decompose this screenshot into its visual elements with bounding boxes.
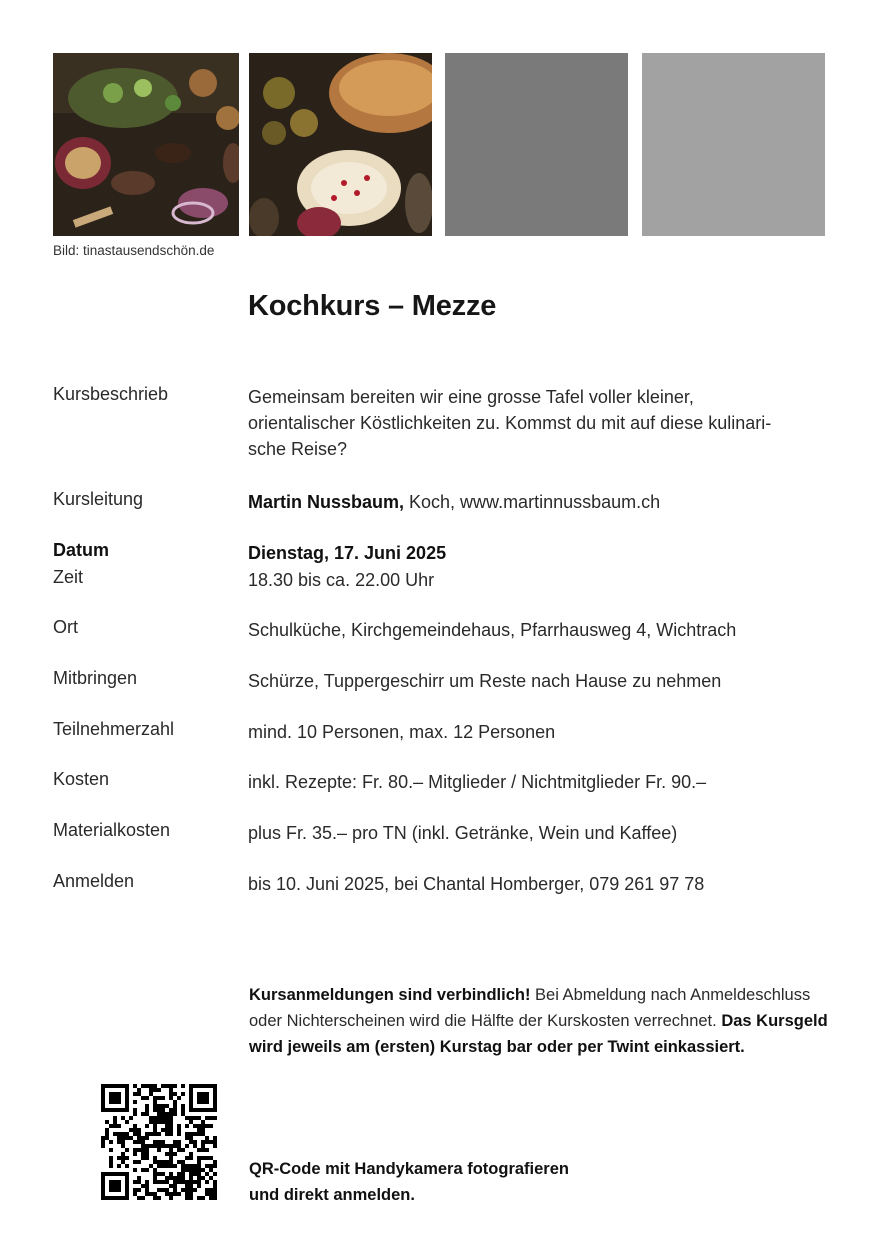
qr-instructions-line-1: QR-Code mit Handykamera fotografieren [249, 1160, 569, 1178]
notice-text: Bei Abmeldung nach Anmeldeschluss oder Nichterscheinen wird die Hälfte der Kurskosten verrechnet. [249, 986, 811, 1030]
gray-image-block-1 [445, 53, 628, 236]
label-mitbringen: Mitbringen [53, 668, 138, 688]
label-kursbeschrieb: Kursbeschrieb [53, 384, 169, 404]
image-credit: Bild: tinastausendschön.de [53, 243, 215, 258]
kursleitung-detail: Koch, www.martinnussbaum.ch [404, 492, 661, 512]
value-zeit: 18.30 bis ca. 22.00 Uhr [248, 570, 435, 590]
label-datum: Datum [53, 540, 110, 560]
kursbeschrieb-line-3: sche Reise? [248, 439, 348, 459]
label-anmelden: Anmelden [53, 871, 135, 891]
registration-notice [249, 982, 839, 1060]
label-zeit: Zeit [53, 567, 84, 587]
value-ort: Schulküche, Kirchgemeindehaus, Pfarrhausweg 4, Wichtrach [248, 620, 737, 640]
qr-instructions-line-2: und direkt anmelden. [249, 1186, 415, 1204]
value-anmelden: bis 10. Juni 2025, bei Chantal Homberger, 079 261 97 78 [248, 874, 705, 894]
notice-bold-tail: Das Kursgeld wird jeweils am (ersten) Kurstag bar oder per Twint einkassiert. [249, 1012, 828, 1056]
kursbeschrieb-line-1: Gemeinsam bereiten wir eine grosse Tafel voller kleiner, [248, 387, 694, 407]
gray-image-block-2 [642, 53, 825, 236]
food-photo-2 [249, 53, 432, 236]
value-teilnehmerzahl: mind. 10 Personen, max. 12 Personen [248, 722, 556, 742]
value-kosten: inkl. Rezepte: Fr. 80.– Mitglieder / Nichtmitglieder Fr. 90.– [248, 772, 707, 792]
kursleitung-name: Martin Nussbaum, [248, 492, 405, 512]
label-ort: Ort [53, 617, 78, 637]
value-kursbeschrieb [248, 384, 828, 462]
label-kursleitung: Kursleitung [53, 489, 144, 509]
qr-code[interactable] [101, 1084, 217, 1200]
label-materialkosten: Materialkosten [53, 820, 171, 840]
value-kursleitung [248, 489, 828, 515]
value-mitbringen: Schürze, Tuppergeschirr um Reste nach Hause zu nehmen [248, 671, 722, 691]
page-title: Kochkurs – Mezze [248, 290, 497, 322]
value-materialkosten: plus Fr. 35.– pro TN (inkl. Getränke, Wein und Kaffee) [248, 823, 678, 843]
label-kosten: Kosten [53, 769, 110, 789]
kursbeschrieb-line-2: orientalischer Köstlichkeiten zu. Kommst du mit auf diese kulinari- [248, 413, 772, 433]
qr-instructions [249, 1156, 569, 1208]
food-photo-1 [53, 53, 239, 236]
notice-bold-lead: Kursanmeldungen sind verbindlich! [249, 986, 531, 1004]
value-datum: Dienstag, 17. Juni 2025 [248, 543, 447, 563]
label-teilnehmerzahl: Teilnehmerzahl [53, 719, 175, 739]
